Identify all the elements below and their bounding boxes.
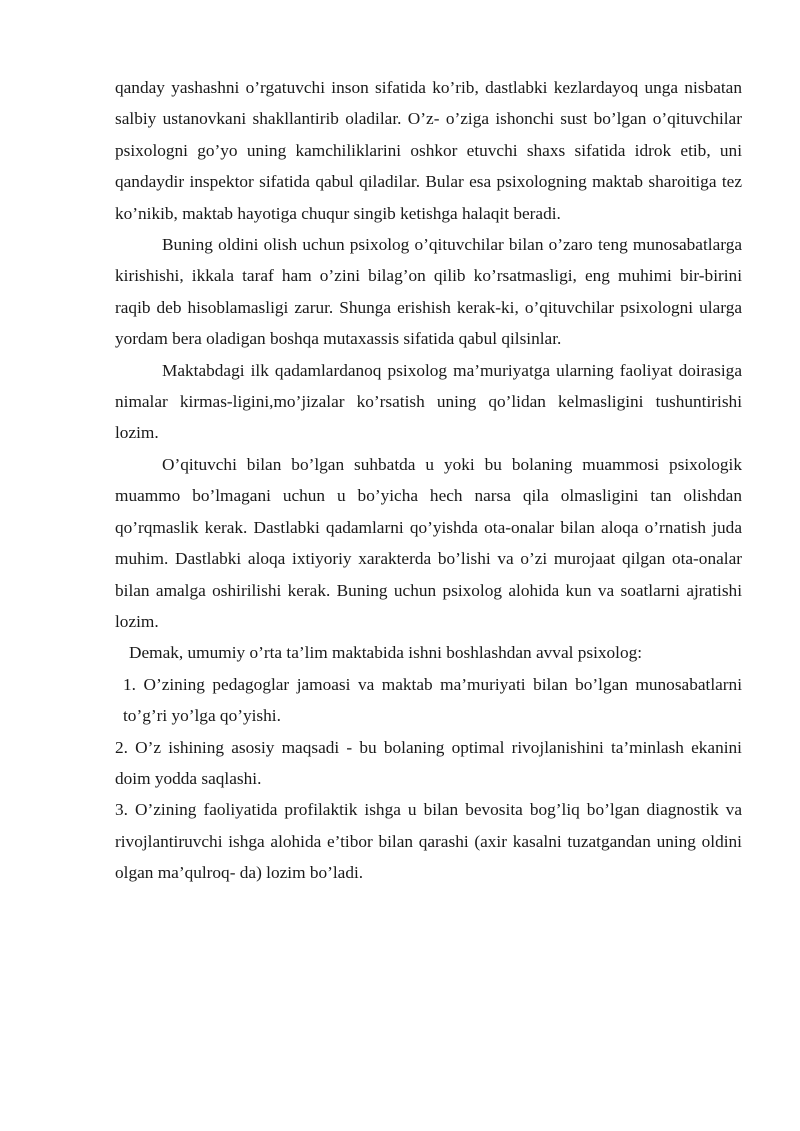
paragraph-administration: Maktabdagi ilk qadamlardanoq psixolog ma’muriyatga ularning faoliyat doirasiga nimalar kirmas-ligini,mo’jizalar ko’rsatish uning qo’lidan kelmasligini tushuntirishi lozim. <box>115 360 742 443</box>
list-item-2: 2. O’z ishining asosiy maqsadi - bu bolaning optimal rivojlanishini ta’minlash ekanini doim yodda saqlashi. <box>115 737 742 788</box>
list-item-1: 1. O’zining pedagoglar jamoasi va maktab ma’muriyati bilan bo’lgan munosabatlarni to’g’ri yo’lga qo’yishi. <box>123 674 742 726</box>
paragraph-teacher-relations: Buning oldini olish uchun psixolog o’qituvchilar bilan o’zaro teng munosabatlarga kirishishi, ikkala taraf ham o’zini bilag’on qilib ko’rsatmasligi, eng muhimi bir-birini raqib deb hisoblamasligi zarur. Shunga erishish kerak-ki, o’qituvchilar psixologni ularga yordam bera oladigan boshqa mutaxassis sifatida qabul qilsinlar. <box>115 235 742 349</box>
list-intro-line: Demak, umumiy o’rta ta’lim maktabida ishni boshlashdan avval psixolog: <box>129 643 643 663</box>
list-item-3: 3. O’zining faoliyatida profilaktik ishga u bilan bevosita bog’liq bo’lgan diagnostik va rivojlantiruvchi ishga alohida e’tibor bilan qarashi (axir kasalni tuzatgandan uning oldini olgan ma’qulroq- da) lozim bo’ladi. <box>115 800 742 883</box>
paragraph-parents: O’qituvchi bilan bo’lgan suhbatda u yoki bu bolaning muammosi psixologik muammo bo’lmagani uchun u bo’yicha hech narsa qila olmasligini tan olishdan qo’rqmaslik kerak. Dastlabki qadamlarni qo’yishda ota-onalar bilan aloqa o’rnatish juda muhim. Dastlabki aloqa ixtiyoriy xarakterda bo’lishi va o’zi murojaat qilgan ota-onalar bilan amalga oshirilishi kerak. Buning uchun psixolog alohida kun va soatlarni ajratishi lozim. <box>115 454 742 631</box>
paragraph-continuation: qanday yashashni o’rgatuvchi inson sifatida ko’rib, dastlabki kezlardayoq unga nisbatan salbiy ustanovkani shakllantirib oladilar. O’z- o’ziga ishonchi sust bo’lgan o’qituvchilar psixologni go’yo uning kamchiliklarini oshkor etuvchi shaxs sifatida idrok etib, uni qandaydir inspektor sifatida qabul qiladilar. Bular esa psixologning maktab sharoitiga tez ko’nikib, maktab hayotiga chuqur singib ketishga halaqit beradi. <box>115 78 742 223</box>
document-page <box>115 72 742 889</box>
